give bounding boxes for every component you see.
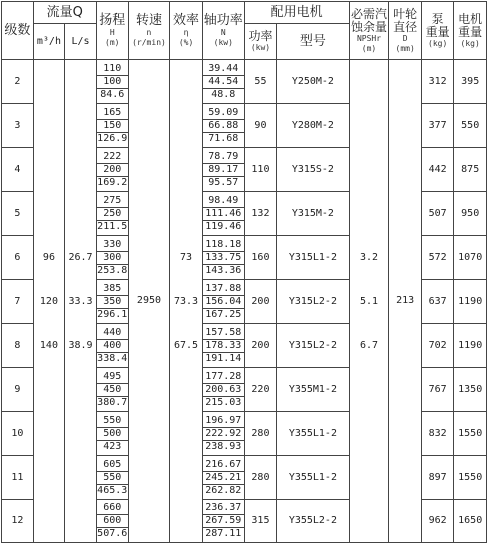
head-cell-value: 169.2 (97, 176, 128, 188)
speed-cell: 2950 (128, 60, 170, 543)
shaft-power-cell-value: 177.28 (205, 370, 242, 382)
motor-weight-cell: 1070 (454, 236, 487, 280)
shaft-power-cell-value: 78.79 (208, 150, 239, 162)
head-cell-value: 165 (103, 106, 122, 118)
table-row (2, 60, 487, 104)
motor-power-cell: 200 (244, 324, 276, 368)
pump-weight-cell: 507 (421, 192, 453, 236)
head-cell-value: 100 (97, 75, 128, 88)
shaft-power-cell-value: 215.03 (203, 396, 244, 409)
head-cell (96, 192, 128, 236)
stage-cell: 12 (2, 500, 34, 543)
header-eff-label: 效率 (173, 12, 200, 28)
npsh-cell-value: 3.2 (359, 252, 379, 263)
stage-cell: 8 (2, 324, 34, 368)
shaft-power-cell (202, 192, 244, 236)
shaft-power-cell-value: 196.97 (205, 414, 242, 426)
shaft-power-cell-value: 98.49 (208, 194, 239, 206)
header-eff-sym: η (183, 27, 189, 37)
head-cell-value: 84.6 (97, 88, 128, 101)
motor-power-cell: 110 (244, 148, 276, 192)
head-cell-value: 250 (97, 207, 128, 220)
shaft-power-cell (202, 280, 244, 324)
header-flow: 流量Q (33, 2, 96, 24)
shaft-power-cell-value: 238.93 (203, 440, 244, 453)
shaft-power-cell-value: 39.44 (208, 62, 239, 74)
head-cell (96, 412, 128, 456)
head-cell-value: 450 (97, 383, 128, 396)
stage-cell: 10 (2, 412, 34, 456)
shaft-power-cell-value: 119.46 (203, 220, 244, 233)
head-cell-value: 350 (97, 295, 128, 308)
stage-cell: 5 (2, 192, 34, 236)
motor-model-cell: Y355L1-2 (277, 412, 349, 456)
flow-ls-cell-value: 33.3 (68, 296, 93, 307)
shaft-power-cell-value: 245.21 (203, 471, 244, 484)
header-motor-power-label: 功率 (248, 29, 273, 43)
shaft-power-cell-value: 71.68 (203, 132, 244, 145)
head-cell-value: 507.6 (97, 528, 128, 539)
impeller-cell: 213 (389, 60, 421, 543)
head-cell-value: 300 (97, 251, 128, 264)
header-pump-weight (421, 2, 453, 60)
motor-weight-cell: 1550 (454, 412, 487, 456)
shaft-power-cell-value: 59.09 (208, 106, 239, 118)
motor-model-cell: Y280M-2 (277, 104, 349, 148)
header-motor-weight-label-1: 电机 (458, 11, 483, 26)
motor-model-cell: Y315L2-2 (277, 324, 349, 368)
header-shaft-sym: N (220, 27, 226, 37)
shaft-power-cell-value: 133.75 (203, 251, 244, 264)
header-shaft-label: 轴功率 (203, 12, 243, 28)
npsh-cell-value: 5.1 (359, 296, 379, 307)
header-speed-unit: (r/min) (132, 37, 166, 47)
shaft-power-cell-value: 222.92 (203, 427, 244, 440)
header-npsh (349, 2, 389, 60)
motor-power-cell: 280 (244, 412, 276, 456)
flow-ls-cell-value: 26.7 (68, 252, 93, 263)
pump-weight-cell: 572 (421, 236, 453, 280)
motor-power-cell: 55 (244, 60, 276, 104)
head-cell-value: 211.5 (97, 220, 128, 232)
motor-model-cell: Y250M-2 (277, 60, 349, 104)
motor-weight-cell: 1350 (454, 368, 487, 412)
motor-weight-cell: 1190 (454, 324, 487, 368)
header-impeller-sym: D (402, 33, 408, 43)
shaft-power-cell-value: 200.63 (203, 383, 244, 396)
eff-cell (170, 60, 203, 543)
pump-weight-cell: 897 (421, 456, 453, 500)
head-cell-value: 400 (97, 339, 128, 352)
header-motor-weight-label-2: 重量 (458, 24, 483, 39)
motor-power-cell: 200 (244, 280, 276, 324)
shaft-power-cell-value: 156.04 (203, 295, 244, 308)
stage-cell: 2 (2, 60, 34, 104)
head-cell-value: 423 (97, 440, 128, 453)
shaft-power-cell-value: 111.46 (203, 207, 244, 220)
shaft-power-cell-value: 143.36 (203, 264, 244, 277)
header-head-unit: (m) (105, 37, 120, 47)
header-flow-m3h: m³/h (33, 24, 65, 60)
head-cell (96, 368, 128, 412)
flow-m3h-cell-value: 140 (39, 340, 58, 351)
shaft-power-cell-value: 167.25 (203, 308, 244, 321)
shaft-power-cell (202, 148, 244, 192)
head-cell-value: 380.7 (97, 396, 128, 408)
motor-weight-cell: 550 (454, 104, 487, 148)
pump-weight-cell: 637 (421, 280, 453, 324)
pump-weight-cell: 312 (421, 60, 453, 104)
motor-power-cell: 280 (244, 456, 276, 500)
motor-model-cell: Y355M1-2 (277, 368, 349, 412)
flow-m3h-cell-value: 120 (39, 296, 58, 307)
shaft-power-cell (202, 500, 244, 543)
head-cell-value: 550 (97, 471, 128, 484)
head-cell-value: 330 (103, 238, 122, 250)
shaft-power-cell (202, 60, 244, 104)
head-cell-value: 440 (103, 326, 122, 338)
header-motor-power (244, 24, 276, 60)
head-cell-value: 110 (103, 62, 122, 74)
shaft-power-cell-value: 89.17 (203, 163, 244, 176)
head-cell-value: 200 (97, 163, 128, 176)
head-cell-value: 600 (97, 514, 128, 527)
head-cell-value: 660 (103, 502, 122, 513)
head-cell-value: 495 (103, 370, 122, 382)
shaft-power-cell (202, 104, 244, 148)
flow-ls-cell (65, 60, 97, 543)
header-pump-weight-label-2: 重量 (425, 24, 450, 39)
head-cell-value: 465.3 (97, 484, 128, 496)
head-cell-value: 275 (103, 194, 122, 206)
header-impeller-label-2: 直径 (393, 19, 418, 34)
shaft-power-cell-value: 118.18 (205, 238, 242, 250)
shaft-power-cell-value: 48.8 (203, 88, 244, 101)
motor-model-cell: Y315L1-2 (277, 236, 349, 280)
motor-power-cell: 160 (244, 236, 276, 280)
pump-weight-cell: 442 (421, 148, 453, 192)
flow-m3h-cell (33, 60, 65, 543)
motor-model-cell: Y315L2-2 (277, 280, 349, 324)
motor-power-cell: 315 (244, 500, 276, 543)
header-motor-weight (454, 2, 487, 60)
head-cell-value: 338.4 (97, 352, 128, 364)
header-impeller (389, 2, 421, 60)
header-eff (170, 2, 203, 60)
head-cell (96, 60, 128, 104)
motor-weight-cell: 875 (454, 148, 487, 192)
pump-weight-cell: 962 (421, 500, 453, 543)
shaft-power-cell-value: 66.88 (203, 119, 244, 132)
shaft-power-cell-value: 267.59 (203, 514, 244, 527)
motor-power-cell: 220 (244, 368, 276, 412)
header-motor-power-unit: (kw) (250, 43, 271, 52)
motor-power-cell: 90 (244, 104, 276, 148)
shaft-power-cell (202, 456, 244, 500)
stage-cell: 3 (2, 104, 34, 148)
pump-weight-cell: 702 (421, 324, 453, 368)
shaft-power-cell (202, 368, 244, 412)
header-motor-weight-unit: (kg) (460, 38, 480, 48)
head-cell (96, 104, 128, 148)
header-head (96, 2, 128, 60)
motor-power-cell: 132 (244, 192, 276, 236)
header-impeller-label-1: 叶轮 (393, 6, 418, 21)
head-cell-value: 385 (103, 282, 122, 294)
flow-m3h-cell-value: 96 (42, 252, 55, 263)
head-cell (96, 324, 128, 368)
shaft-power-cell (202, 324, 244, 368)
head-cell-value: 550 (103, 414, 122, 426)
eff-cell-value: 73 (180, 252, 193, 263)
head-cell (96, 148, 128, 192)
header-shaft-unit: (kw) (213, 37, 233, 47)
shaft-power-cell-value: 236.37 (205, 502, 242, 513)
stage-cell: 4 (2, 148, 34, 192)
head-cell-value: 222 (103, 150, 122, 162)
header-motor-model: 型号 (277, 24, 349, 60)
shaft-power-cell (202, 236, 244, 280)
motor-model-cell: Y315M-2 (277, 192, 349, 236)
shaft-power-cell-value: 216.67 (205, 458, 242, 470)
shaft-power-cell-value: 287.11 (203, 527, 244, 540)
pump-performance-table (1, 1, 487, 543)
pump-weight-cell: 832 (421, 412, 453, 456)
motor-weight-cell: 1650 (454, 500, 487, 543)
pump-weight-cell: 377 (421, 104, 453, 148)
head-cell (96, 280, 128, 324)
shaft-power-cell-value: 157.58 (205, 326, 242, 338)
shaft-power-cell-value: 137.88 (205, 282, 242, 294)
npsh-cell (349, 60, 389, 543)
shaft-power-cell-value: 262.82 (203, 484, 244, 497)
motor-weight-cell: 1550 (454, 456, 487, 500)
eff-cell-value: 67.5 (173, 340, 199, 351)
header-flow-ls: L/s (65, 24, 97, 60)
header-npsh-label-2: 蚀余量 (351, 19, 388, 34)
header-head-sym: H (109, 27, 115, 37)
stage-cell: 7 (2, 280, 34, 324)
header-eff-unit: (%) (178, 37, 194, 47)
motor-weight-cell: 950 (454, 192, 487, 236)
motor-model-cell: Y355L2-2 (277, 500, 349, 543)
header-motor: 配用电机 (244, 2, 349, 24)
head-cell-value: 253.8 (97, 264, 128, 276)
head-cell (96, 500, 128, 543)
head-cell (96, 236, 128, 280)
header-speed (128, 2, 170, 60)
head-cell-value: 126.9 (97, 132, 128, 144)
motor-model-cell: Y315S-2 (277, 148, 349, 192)
shaft-power-cell (202, 412, 244, 456)
shaft-power-cell-value: 178.33 (203, 339, 244, 352)
header-impeller-unit: (mm) (395, 43, 415, 53)
header-speed-sym: n (146, 27, 152, 37)
head-cell-value: 500 (97, 427, 128, 440)
stage-cell: 11 (2, 456, 34, 500)
head-cell-value: 605 (103, 458, 122, 470)
motor-weight-cell: 1190 (454, 280, 487, 324)
header-shaft (202, 2, 244, 60)
head-cell-value: 150 (97, 119, 128, 132)
shaft-power-cell-value: 95.57 (203, 176, 244, 189)
motor-weight-cell: 395 (454, 60, 487, 104)
header-npsh-sym: NPSHr (356, 33, 382, 43)
stage-cell: 9 (2, 368, 34, 412)
flow-ls-cell-value: 38.9 (68, 340, 93, 351)
header-npsh-unit: (m) (361, 43, 377, 53)
stage-cell: 6 (2, 236, 34, 280)
header-head-label: 扬程 (99, 12, 126, 28)
motor-model-cell: Y355L1-2 (277, 456, 349, 500)
pump-weight-cell: 767 (421, 368, 453, 412)
header-stage: 级数 (2, 2, 34, 60)
header-npsh-label-1: 必需汽 (351, 6, 388, 21)
header-pump-weight-label-1: 泵 (431, 11, 444, 26)
eff-cell-value: 73.3 (173, 296, 199, 307)
head-cell-value: 296.1 (97, 308, 128, 320)
header-pump-weight-unit: (kg) (428, 38, 448, 48)
header-speed-label: 转速 (135, 12, 162, 28)
npsh-cell-value: 6.7 (359, 340, 379, 351)
shaft-power-cell-value: 44.54 (203, 75, 244, 88)
head-cell (96, 456, 128, 500)
shaft-power-cell-value: 191.14 (203, 352, 244, 365)
